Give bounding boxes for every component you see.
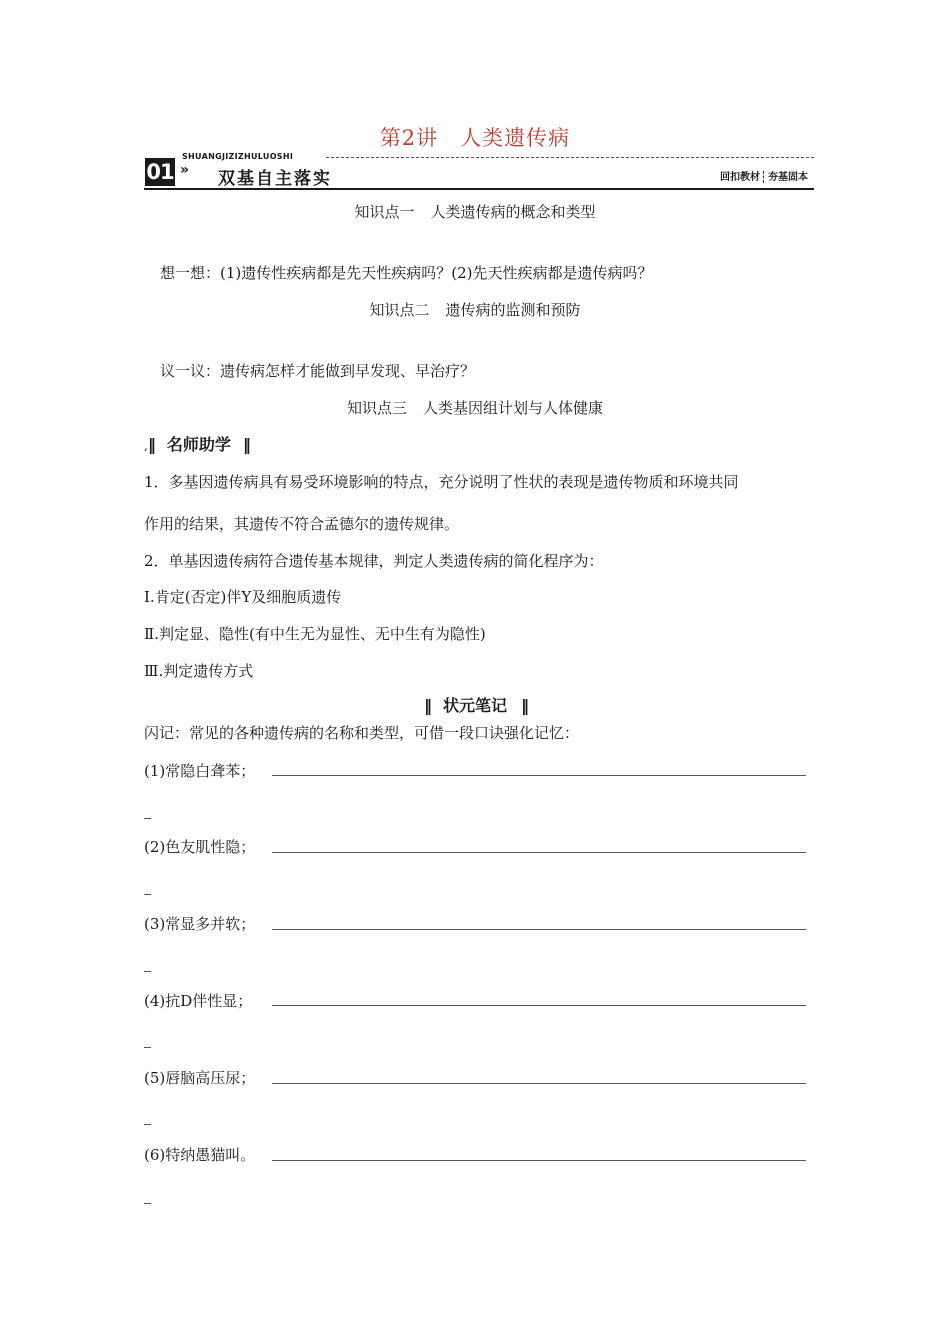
knowledge-point-label: 知识点一 — [354, 203, 415, 221]
double-bar-icon: ‖ — [423, 696, 429, 715]
knowledge-point-1 — [0, 201, 950, 222]
lesson-topic: 人类遗传病 — [460, 126, 571, 150]
teacher-help-p1-line2: 作用的结果，其遗传不符合孟德尔的遗传规律。 — [144, 515, 460, 533]
step-2: Ⅱ.判定显、隐性(有中生无为显性、无中生有为隐性) — [144, 625, 486, 643]
notes-heading — [0, 693, 950, 716]
knowledge-point-text: 遗传病的监测和预防 — [445, 301, 581, 319]
blank-tail-mark — [144, 894, 151, 895]
double-bar-icon: ‖ — [521, 696, 526, 715]
chevron-right-icon: » — [180, 162, 190, 178]
teacher-help-p2: 2．单基因遗传病符合遗传基本规律，判定人类遗传病的简化程序为： — [144, 552, 604, 570]
step-1: Ⅰ.肯定(否定)伴Y及细胞质遗传 — [144, 588, 342, 606]
double-bar-icon: ‖ — [242, 435, 248, 454]
discuss-question: 议一议：遗传病怎样才能做到早发现、早治疗？ — [160, 362, 476, 380]
fill-blank-line[interactable] — [272, 852, 806, 853]
fill-blank-line[interactable] — [272, 775, 806, 776]
blank-tail-mark — [144, 1203, 151, 1204]
section-name: 双基自主落实 — [218, 169, 332, 189]
fill-blank-line[interactable] — [272, 1083, 806, 1084]
notes-intro: 闪记：常见的各种遗传病的名称和类型，可借一段口诀强化记忆： — [144, 724, 580, 742]
section-tag-right: 夯基固本 — [768, 172, 808, 183]
knowledge-point-text: 人类遗传病的概念和类型 — [430, 203, 596, 221]
section-pinyin: SHUANGJIZIZHULUOSHI — [182, 152, 294, 161]
fill-item-5: (5)唇脑高压尿； — [144, 1069, 256, 1087]
fill-item-3: (3)常显多并软； — [144, 915, 256, 933]
fill-blank-line[interactable] — [272, 1005, 806, 1006]
section-banner — [144, 154, 814, 190]
banner-underline — [144, 188, 814, 190]
fill-item-6: (6)特纳愚猫叫。 — [144, 1146, 256, 1164]
stray-mark: , — [144, 439, 148, 453]
blank-tail-mark — [144, 971, 151, 972]
knowledge-point-2 — [0, 299, 950, 320]
lesson-number: 第2讲 — [379, 126, 439, 150]
fill-item-1: (1)常隐白聋苯； — [144, 762, 256, 780]
teacher-help-heading — [144, 432, 248, 455]
blank-tail-mark — [144, 1047, 151, 1048]
teacher-help-p1-line1: 1．多基因遗传病具有易受环境影响的特点，充分说明了性状的表现是遗传物质和环境共同 — [144, 473, 739, 491]
knowledge-point-3 — [0, 397, 950, 418]
knowledge-point-label: 知识点二 — [369, 301, 430, 319]
fill-blank-line[interactable] — [272, 1160, 806, 1161]
double-bar-icon: ‖ — [147, 435, 153, 454]
knowledge-point-text: 人类基因组计划与人体健康 — [423, 399, 604, 417]
section-number-badge: 01 — [146, 160, 174, 184]
fill-blank-line[interactable] — [272, 929, 806, 930]
section-tag-left: 回扣教材 — [720, 172, 760, 183]
knowledge-point-label: 知识点三 — [346, 399, 407, 417]
think-question: 想一想：(1)遗传性疾病都是先天性疾病吗？(2)先天性疾病都是遗传病吗？ — [160, 264, 653, 282]
page-title — [0, 122, 950, 152]
fill-item-4: (4)抗D伴性显； — [144, 992, 253, 1010]
banner-dashed-divider — [326, 157, 814, 158]
notes-label: 状元笔记 — [442, 696, 507, 715]
blank-tail-mark — [144, 1124, 151, 1125]
tag-separator — [763, 171, 765, 183]
step-3: Ⅲ.判定遗传方式 — [144, 662, 254, 680]
fill-item-2: (2)色友肌性隐； — [144, 838, 256, 856]
section-tags — [720, 168, 808, 183]
blank-tail-mark — [144, 818, 151, 819]
teacher-help-label: 名师助学 — [166, 435, 231, 454]
